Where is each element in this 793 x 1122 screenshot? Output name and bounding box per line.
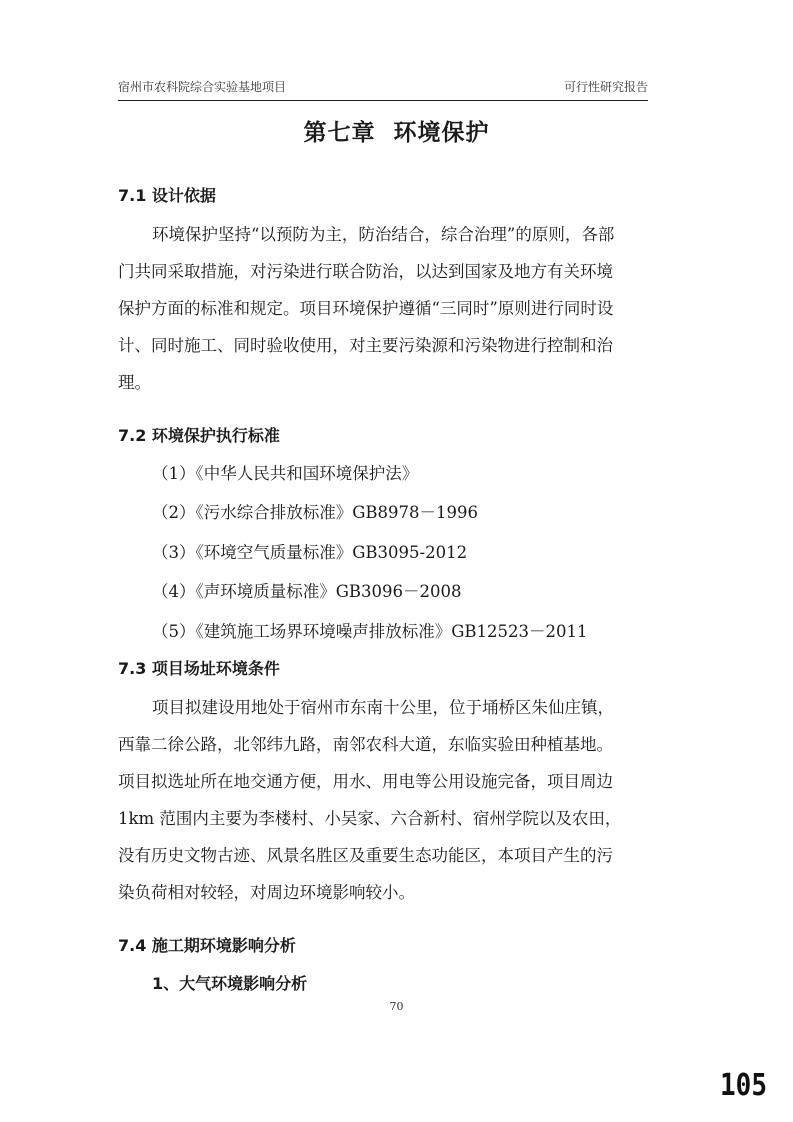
- page-stamp-number: 105: [720, 1068, 767, 1104]
- section-heading-7-3: 7.3 项目场址环境条件: [118, 659, 280, 678]
- paragraph-line: 染负荷相对较轻，对周边环境影响较小。: [118, 883, 415, 902]
- header-project-name: 宿州市农科院综合实验基地项目: [118, 80, 287, 94]
- paragraph-line: 项目拟建设用地处于宿州市东南十公里，位于埇桥区朱仙庄镇，: [152, 698, 614, 717]
- paragraph-line: 1km 范围内主要为李楼村、小吴家、六合新村、宿州学院以及农田，: [118, 809, 622, 828]
- standard-item: （4）《声环境质量标准》GB3096－2008: [152, 582, 462, 601]
- paragraph-line: 项目拟选址所在地交通方便，用水、用电等公用设施完备，项目周边: [118, 772, 613, 791]
- paragraph-7-3: [118, 689, 658, 911]
- paragraph-line: 西靠二徐公路，北邻纬九路，南邻农科大道，东临实验田种植基地。: [118, 735, 613, 754]
- paragraph-7-1: [118, 216, 658, 401]
- paragraph-line: 门共同采取措施，对污染进行联合防治，以达到国家及地方有关环境: [118, 262, 613, 281]
- paragraph-line: 环境保护坚持“以预防为主，防治结合，综合治理”的原则，各部: [152, 225, 615, 244]
- paragraph-line: 计、同时施工、同时验收使用，对主要污染源和污染物进行控制和治: [118, 336, 613, 355]
- chapter-title: [0, 114, 793, 147]
- standard-item: （5）《建筑施工场界环境噪声排放标准》GB12523－2011: [152, 622, 588, 641]
- paragraph-line: 没有历史文物古迹、风景名胜区及重要生态功能区，本项目产生的污: [118, 846, 613, 865]
- section-heading-7-1: 7.1 设计依据: [118, 186, 216, 205]
- section-heading-7-4: 7.4 施工期环境影响分析: [118, 936, 296, 955]
- chapter-number: 第七章: [303, 119, 376, 146]
- paragraph-line: 理。: [118, 373, 151, 392]
- page-header: [118, 74, 648, 101]
- paragraph-line: 保护方面的标准和规定。项目环境保护遵循“三同时”原则进行同时设: [118, 299, 614, 318]
- chapter-name: 环境保护: [393, 119, 490, 146]
- standard-item: （2）《污水综合排放标准》GB8978－1996: [152, 503, 479, 522]
- standard-item: （1）《中华人民共和国环境保护法》: [152, 464, 419, 483]
- page-number: 70: [389, 1000, 404, 1013]
- standard-item: （3）《环境空气质量标准》GB3095-2012: [152, 543, 468, 562]
- subsection-heading: 1、大气环境影响分析: [152, 974, 308, 993]
- section-heading-7-2: 7.2 环境保护执行标准: [118, 426, 280, 445]
- header-report-type: 可行性研究报告: [563, 80, 648, 94]
